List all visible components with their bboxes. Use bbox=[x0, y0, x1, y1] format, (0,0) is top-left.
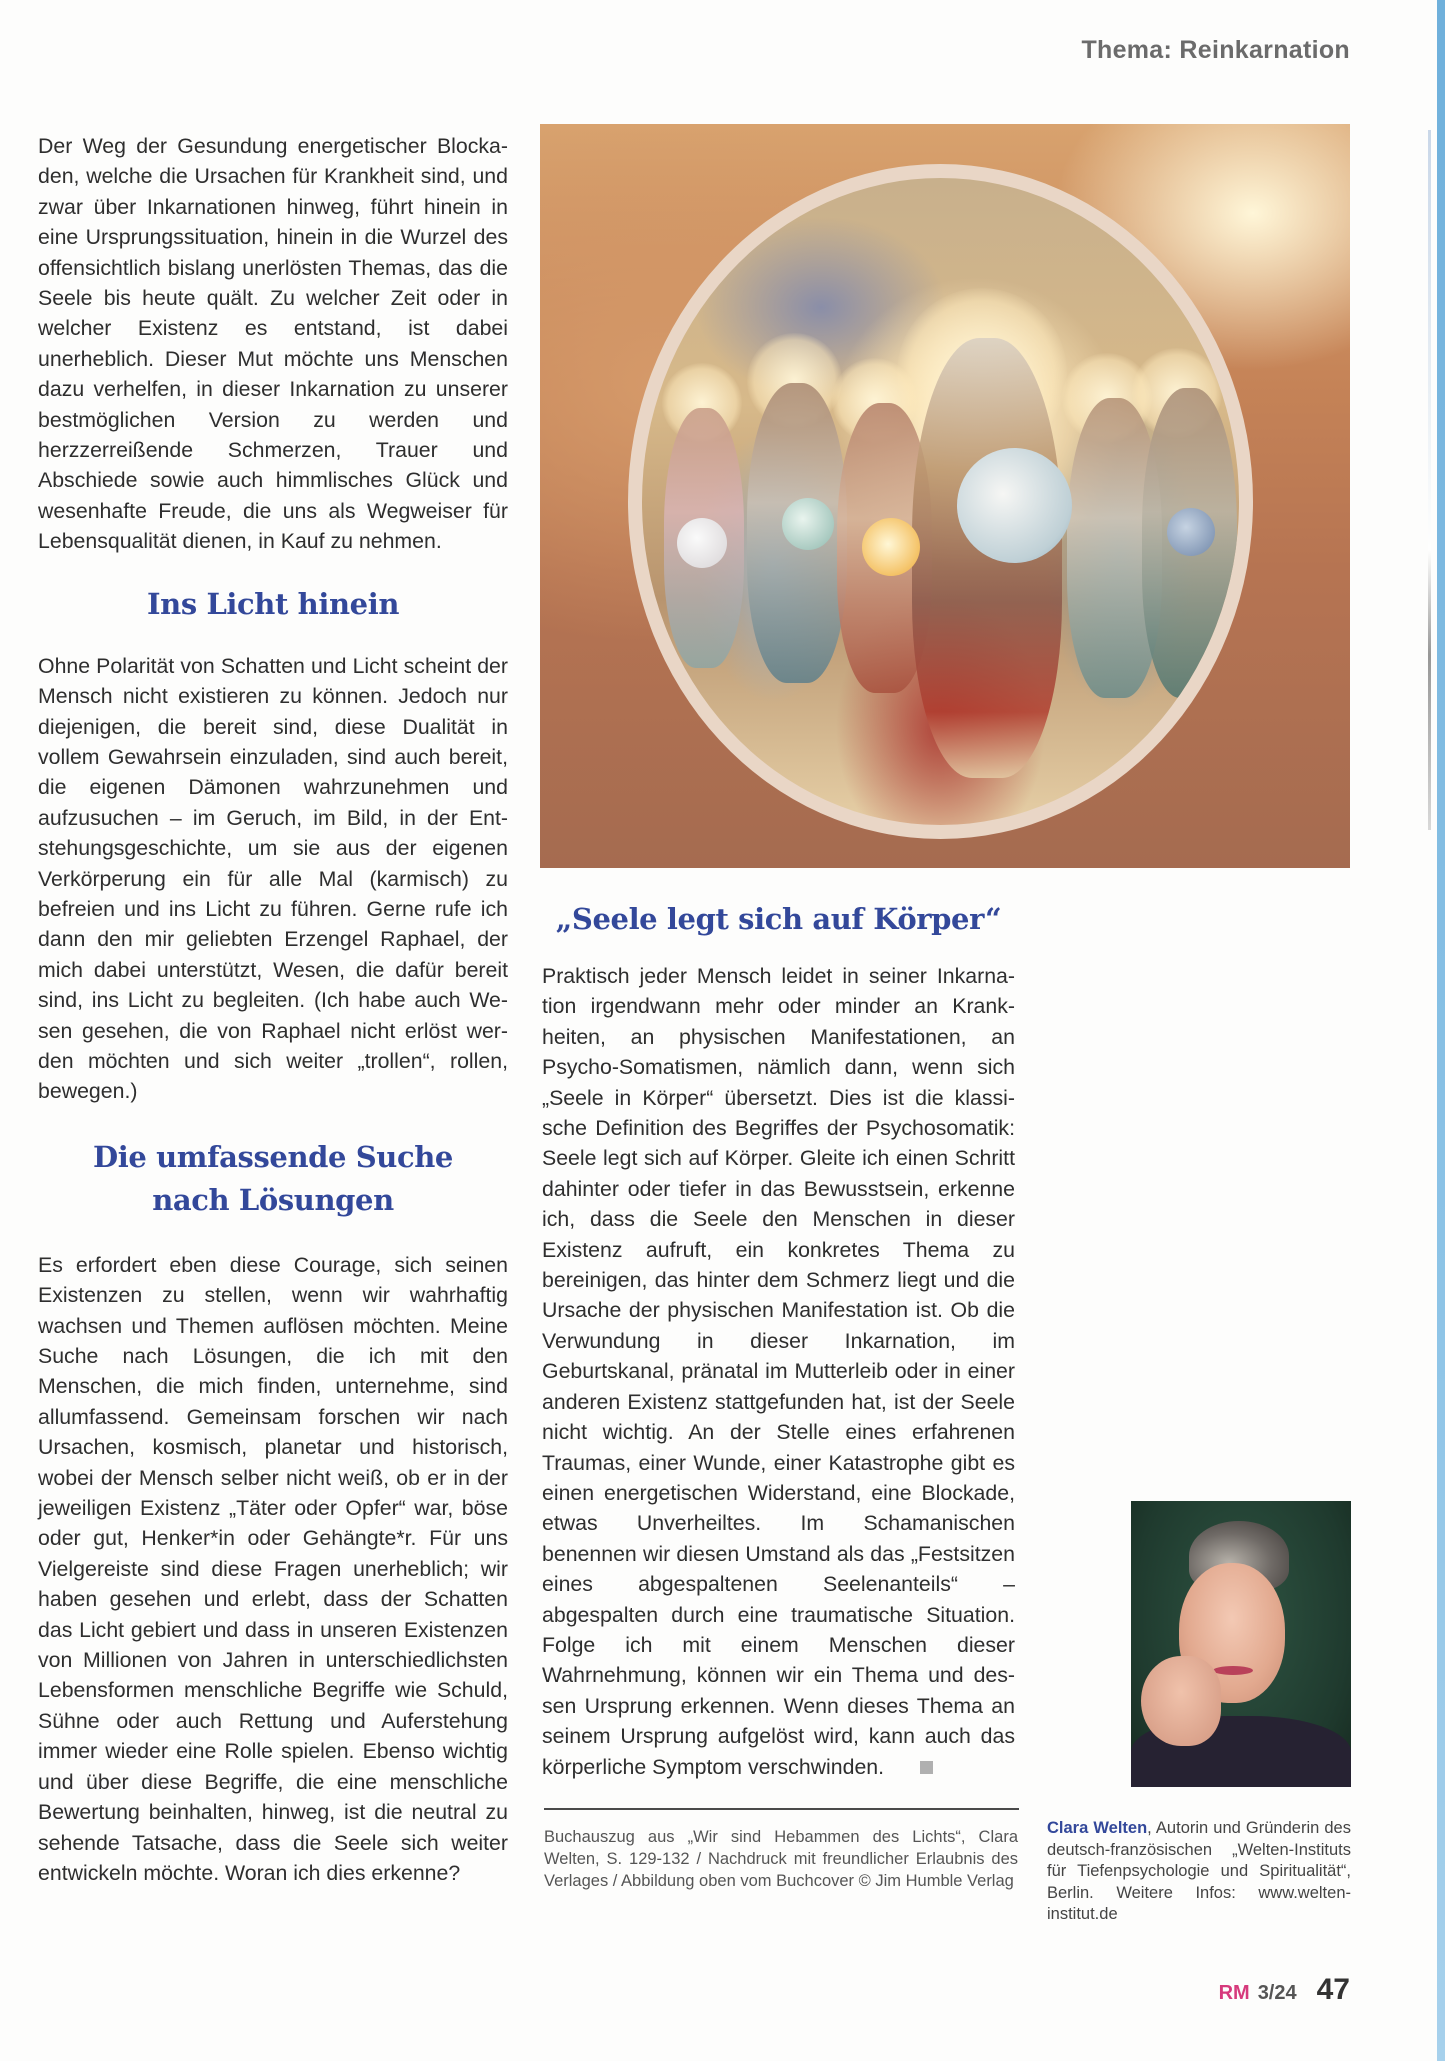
orb-6 bbox=[1167, 508, 1215, 556]
section-heading-ins-licht: Ins Licht hinein bbox=[146, 586, 400, 621]
portrait-lips bbox=[1213, 1666, 1253, 1675]
section-heading-suche bbox=[38, 1136, 508, 1222]
running-head: Thema: Reinkarnation bbox=[1081, 36, 1350, 64]
credit-divider-rule bbox=[544, 1808, 1019, 1810]
section-paragraph-suche: Es erfordert eben diese Courage, sich seinen Existenzen zu stellen, wenn wir wahrhaftig wachsen und Themen auflösen möchten. Meine Suche nach Lösungen, die ich mit den Menschen, die mich finden, unternehme, sind allumfassend. Gemeinsam forschen wir nach Ursachen, kosmisch, planetar und historisch, wobei der Mensch selber nicht weiß, ob er in der jeweiligen Existenz „Täter oder Opfer“ war, böse oder gut, Henker*in oder Gehängte*r. Für uns Vielgereiste sind diese Fragen unerheblich; wir haben gesehen und erlebt, dass der Schatten das Licht gebiert und dass in unseren Existenzen von Millionen von Jahren in unterschiedlichsten Lebensformen menschliche Begriffe wie Schuld, Sühne oder auch Rettung und Auferstehung immer wieder eine Rolle spielen. Ebenso wichtig und über diese Begriffe, die eine menschliche Bewertung beinhalten, hinweg, ist die neutral zu sehende Tatsache, dass die Seele sich weiter entwickeln möchte. Woran ich dies erkenne? bbox=[38, 1252, 508, 1885]
section-paragraph-ins-licht: Ohne Polarität von Schatten und Licht scheint der Mensch nicht existieren zu können. Jedoch nur diejenigen, die bereit sind, diese Dualität in vollem Gewahrsein einzuladen, sind auch bereit, die eigenen Dämonen wahrzunehmen und aufzusuchen – im Geruch, im Bild, in der Entstehungsgeschichte, um sie aus der eigenen Verkörperung ein für alle Mal (karmisch) zu befreien und ins Licht zu führen. Gerne rufe ich dann den mir geliebten Erzengel Raphael, der mich dabei unterstützt, Wesen, die dafür bereit sind, ins Licht zu begleiten. (Ich habe auch Wesen gesehen, die von Raphael nicht erlöst werden möchten und sich weiter „trollen“, rollen, bewegen.) bbox=[38, 653, 508, 1104]
page-edge-marks bbox=[1428, 130, 1431, 830]
page-footer bbox=[1219, 1973, 1350, 2007]
orb-2 bbox=[782, 498, 834, 550]
issue-number: 3/24 bbox=[1257, 1982, 1297, 2004]
section-paragraph-seele bbox=[542, 961, 1015, 1782]
hero-illustration bbox=[540, 124, 1350, 868]
middle-column bbox=[542, 898, 1015, 1782]
section-heading-seele: „Seele legt sich auf Körper“ bbox=[555, 902, 1002, 936]
orb-1 bbox=[677, 518, 727, 568]
intro-paragraph: Der Weg der Gesundung energetischer Blockaden, welche die Ursachen für Krankheit sind, und zwar über Inkarnationen hinweg, führt hinein in eine Ursprungssituation, hinein in die Wurzel des offensichtlich bislang unerlösten Themas, das die Seele bis heute quält. Zu welcher Zeit oder in welcher Existenz es entstand, ist dabei unerheblich. Dieser Mut möchte uns Menschen dazu verhelfen, in dieser Inkarnation zu unserer bestmöglichen Version zu werden und herzzerreißende Schmerzen, Trauer und Abschiede sowie auch himmlisches Glück und wesenhafte Freude, die uns als Wegweiser für Lebensqualität dienen, in Kauf zu nehmen. bbox=[38, 134, 508, 554]
portrait-hand bbox=[1141, 1656, 1221, 1746]
author-portrait-photo bbox=[1131, 1501, 1351, 1787]
page-number: 47 bbox=[1316, 1973, 1350, 2006]
section-heading-suche-line1: Die umfassende Suche bbox=[93, 1139, 453, 1174]
end-of-article-mark bbox=[920, 1761, 933, 1774]
magazine-logo: RM bbox=[1218, 1982, 1250, 2004]
figure-center bbox=[912, 338, 1062, 778]
orb-center bbox=[957, 448, 1072, 563]
left-column bbox=[38, 131, 508, 1888]
orb-3 bbox=[862, 518, 920, 576]
author-bio-text: , Autorin und Gründerin des deutsch-französischen „Welten-Instituts für Tiefenpsychologie und Spiritualität“, Berlin. Weitere Infos: www.welten-institut.de bbox=[1047, 1819, 1351, 1923]
section-paragraph-seele-text: Praktisch jeder Mensch leidet in seiner Inkarnation irgendwann mehr oder minder an Krankheiten, an physischen Manifestationen, an Psycho-Somatismen, nämlich dann, wenn sich „Seele in Körper“ übersetzt. Dies ist die klassische Definition des Begriffes der Psychosomatik: Seele legt sich auf Körper. Gleite ich einen Schritt dahinter oder tiefer in das Bewusstsein, erkenne ich, dass die Seele den Menschen in dieser Existenz aufruft, ein konkretes Thema zu bereinigen, das hinter dem Schmerz liegt und die Ursache der physischen Manifestation ist. Ob die Verwundung in dieser Inkarnation, im Geburtskanal, pränatal im Mutterleib oder in einer anderen Existenz stattgefunden hat, ist der Seele nicht wichtig. An der Stelle eines erfahrenen Traumas, einer Wunde, einer Katastrophe gibt es einen energetischen Widerstand, eine Blockade, etwas Unverheiltes. Im Schamanischen benennen wir diesen Umstand als das „Festsitzen eines abgespaltenen Seelenanteils“ – abgespalten durch eine traumatische Situation. Folge ich mit einem Menschen dieser Wahrnehmung, können wir ein Thema und dessen Ursprung erkennen. Wenn dieses Thema an seinem Ursprung aufgelöst wird, kann auch das körperliche Symptom verschwinden. bbox=[542, 964, 1015, 1779]
author-name: Clara Welten bbox=[1047, 1819, 1148, 1837]
page-edge-color-bar bbox=[1437, 0, 1445, 2061]
section-heading-suche-line2: nach Lösungen bbox=[152, 1182, 394, 1217]
author-bio bbox=[1047, 1818, 1351, 1926]
book-excerpt-credit: Buchauszug aus „Wir sind Hebammen des Lichts“, Clara Welten, S. 129-132 / Nachdruck mit freundlicher Erlaubnis des Verlages / Abbildung oben vom Buchcover © Jim Humble Verlag bbox=[544, 1828, 1018, 1890]
circular-medallion bbox=[628, 164, 1253, 839]
